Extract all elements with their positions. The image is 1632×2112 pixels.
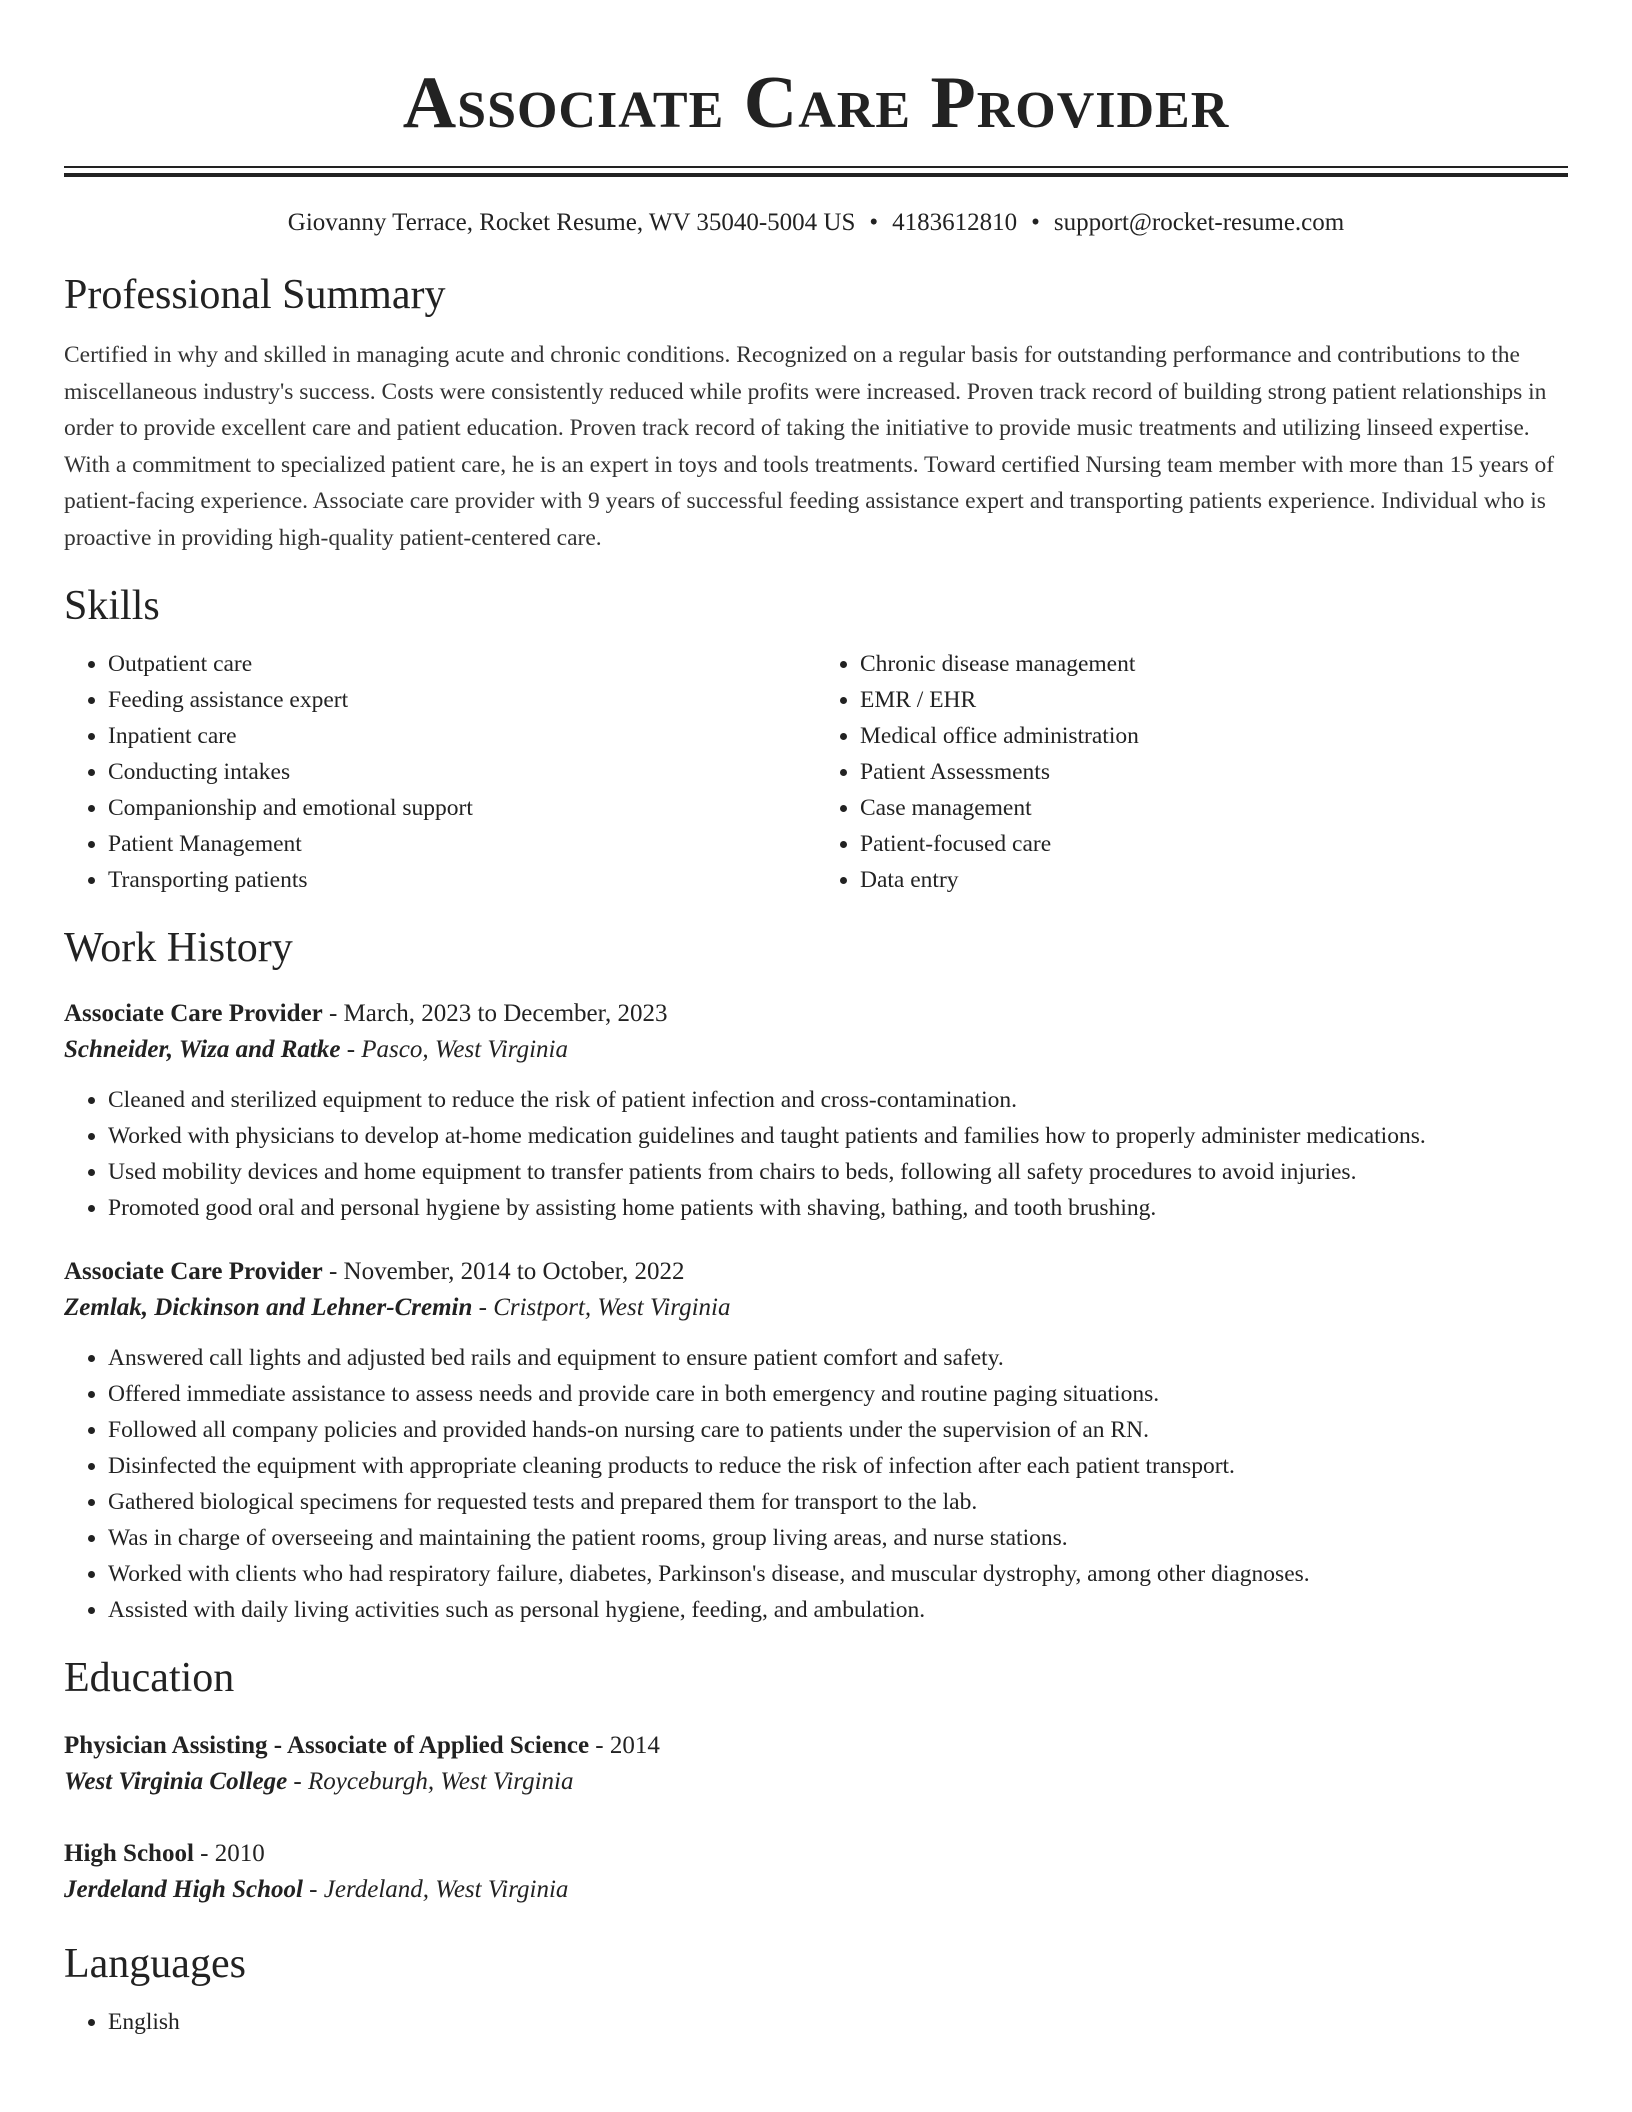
duty-item: • Gathered biological specimens for requested tests and prepared them for transport to the lab. [108, 1484, 1568, 1520]
skills-column-left [64, 646, 816, 898]
education-institution [64, 1872, 1568, 1908]
duty-item: • Cleaned and sterilized equipment to reduce the risk of patient infection and cross-contamination. [108, 1082, 1568, 1118]
skill-item: • Patient Assessments [860, 754, 1568, 790]
job-employer [64, 1032, 1568, 1068]
education-year: - 2010 [193, 1840, 265, 1867]
skill-item: • Conducting intakes [108, 754, 816, 790]
contact-phone: 4183612810 [892, 209, 1018, 236]
job-header [64, 1254, 1568, 1290]
title-divider [64, 166, 1568, 177]
skill-item: • Medical office administration [860, 718, 1568, 754]
duty-item: • Assisted with daily living activities such as personal hygiene, feeding, and ambulation. [108, 1592, 1568, 1628]
job-dates: - November, 2014 to October, 2022 [322, 1258, 685, 1285]
education-entry [64, 1728, 1568, 1800]
duty-item: • Worked with physicians to develop at-home medication guidelines and taught patients and families how to properly administer medications. [108, 1118, 1568, 1154]
education-school: Jerdeland High School [64, 1876, 303, 1903]
education-entry [64, 1836, 1568, 1908]
duty-item: • Promoted good oral and personal hygiene by assisting home patients with shaving, bathing, and tooth brushing. [108, 1190, 1568, 1226]
skill-item: • Inpatient care [108, 718, 816, 754]
job-company: Zemlak, Dickinson and Lehner-Cremin [64, 1294, 473, 1321]
contact-line [64, 207, 1568, 239]
job-header [64, 996, 1568, 1032]
education-location: - Jerdeland, West Virginia [302, 1876, 569, 1903]
education-location: - Royceburgh, West Virginia [287, 1768, 574, 1795]
duty-item: • Was in charge of overseeing and maintaining the patient rooms, group living areas, and nurse stations. [108, 1520, 1568, 1556]
job-employer [64, 1290, 1568, 1326]
skill-item: • Case management [860, 790, 1568, 826]
job-entry [64, 996, 1568, 1226]
summary-text: Certified in why and skilled in managing acute and chronic conditions. Recognized on a regular basis for outstanding performance and contributions to the miscellaneous industry's success. Costs were consistently reduced while profits were increased. Proven track record of building strong patient relationships in order to provide excellent care and patient education. Proven track record of taking the initiative to provide music treatments and utilizing linseed expertise. With a commitment to specialized patient care, he is an expert in toys and tools treatments. Toward certified Nursing team member with more than 15 years of patient-facing experience. Associate care provider with 9 years of successful feeding assistance expert and transporting patients experience. Individual who is proactive in providing high-quality patient-centered care. [64, 342, 1555, 551]
skill-item: • Feeding assistance expert [108, 682, 816, 718]
job-company: Schneider, Wiza and Ratke [64, 1036, 341, 1063]
job-entry [64, 1254, 1568, 1628]
job-location: - Pasco, West Virginia [340, 1036, 568, 1063]
contact-separator: • [1031, 209, 1040, 236]
education-heading: Education [64, 1655, 235, 1701]
education-school: West Virginia College [64, 1768, 288, 1795]
job-duties [64, 1340, 1568, 1628]
skill-item: • Companionship and emotional support [108, 790, 816, 826]
resume-title: Associate Care Provider [402, 62, 1230, 144]
skills-column-right [816, 646, 1568, 898]
skill-item: • Data entry [860, 862, 1568, 898]
skills-heading: Skills [64, 583, 160, 629]
work-history-heading: Work History [64, 925, 293, 971]
education-year: - 2014 [589, 1732, 660, 1759]
job-duties [64, 1082, 1568, 1226]
education-degree: Physician Assisting - Associate of Applied Science [64, 1732, 590, 1759]
skill-item: • Outpatient care [108, 646, 816, 682]
job-role: Associate Care Provider [64, 1000, 323, 1027]
duty-item: • Answered call lights and adjusted bed rails and equipment to ensure patient comfort and safety. [108, 1340, 1568, 1376]
duty-item: • Followed all company policies and provided hands-on nursing care to patients under the supervision of an RN. [108, 1412, 1568, 1448]
languages-list [64, 2004, 1568, 2040]
education-degree: High School [64, 1840, 194, 1867]
skill-item: • Patient Management [108, 826, 816, 862]
skill-item: • Chronic disease management [860, 646, 1568, 682]
languages-heading: Languages [64, 1941, 246, 1987]
contact-separator: • [869, 209, 879, 236]
duty-item: • Used mobility devices and home equipment to transfer patients from chairs to beds, following all safety procedures to avoid injuries. [108, 1154, 1568, 1190]
education-header [64, 1728, 1568, 1764]
education-institution [64, 1764, 1568, 1800]
skill-item: • EMR / EHR [860, 682, 1568, 718]
duty-item: • Disinfected the equipment with appropriate cleaning products to reduce the risk of infection after each patient transport. [108, 1448, 1568, 1484]
skill-item: • Patient-focused care [860, 826, 1568, 862]
education-header [64, 1836, 1568, 1872]
resume-page [64, 0, 1568, 2040]
job-location: - Cristport, West Virginia [472, 1294, 731, 1321]
contact-address: Giovanny Terrace, Rocket Resume, WV 35040-5004 US [287, 209, 856, 236]
duty-item: • Worked with clients who had respiratory failure, diabetes, Parkinson's disease, and muscular dystrophy, among other diagnoses. [108, 1556, 1568, 1592]
language-item: • English [108, 2004, 1568, 2040]
skill-item: • Transporting patients [108, 862, 816, 898]
job-role: Associate Care Provider [64, 1258, 323, 1285]
duty-item: • Offered immediate assistance to assess needs and provide care in both emergency and routine paging situations. [108, 1376, 1568, 1412]
skills-list [64, 646, 1568, 898]
contact-email: support@rocket-resume.com [1053, 209, 1345, 236]
summary-heading: Professional Summary [64, 272, 446, 318]
job-dates: - March, 2023 to December, 2023 [322, 1000, 668, 1027]
